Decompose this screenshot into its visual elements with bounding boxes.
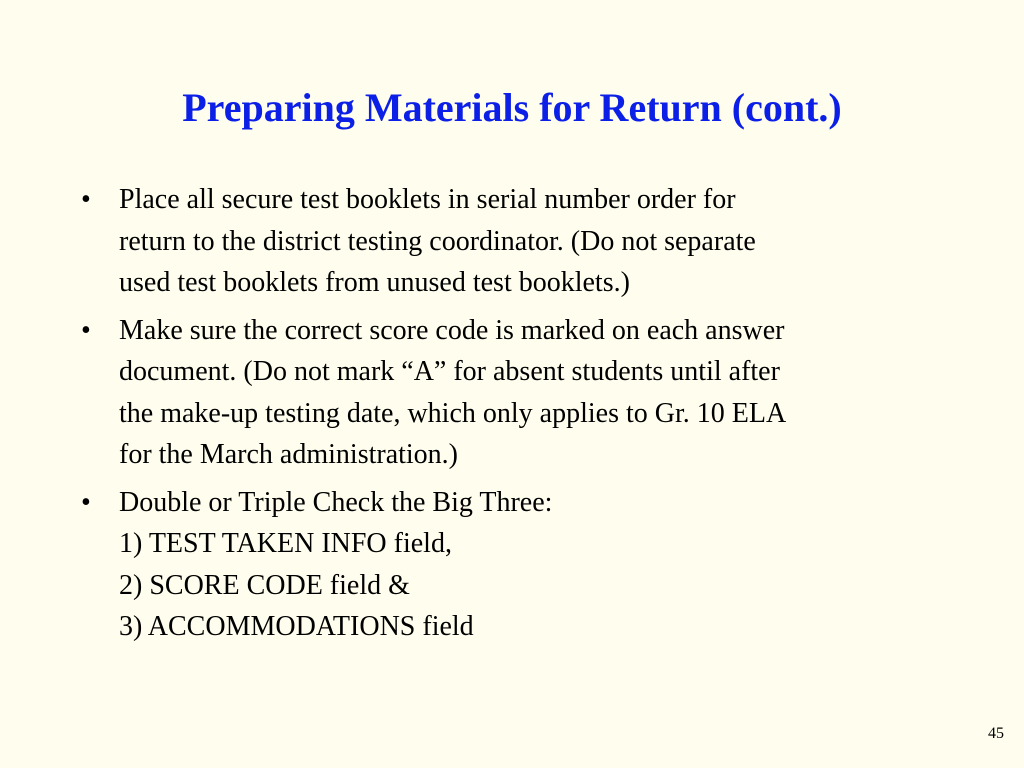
bullet-text-line: document. (Do not mark “A” for absent students until after [119, 356, 780, 387]
slide-title: Preparing Materials for Return (cont.) [182, 85, 842, 130]
bullet-text-line: Place all secure test booklets in serial number order for [119, 184, 736, 215]
bullet-text-line: 2) SCORE CODE field & [119, 569, 410, 601]
bullet-list [79, 179, 959, 654]
bullet-dot-icon: • [81, 486, 91, 518]
bullet-dot-icon: • [81, 184, 91, 215]
bullet-item [79, 482, 959, 648]
bullet-text-line: used test booklets from unused test booklets.) [119, 267, 630, 298]
page-number: 45 [988, 725, 1004, 742]
bullet-text-line: for the March administration.) [119, 439, 459, 470]
bullet-text-line: 3) ACCOMMODATIONS field [119, 611, 474, 642]
bullet-text-line: the make-up testing date, which only applies to Gr. 10 ELA [119, 397, 787, 429]
bullet-text-line: Double or Triple Check the Big Three: [119, 486, 553, 518]
bullet-text-line: Make sure the correct score code is marked on each answer [119, 314, 785, 346]
bullet-text-line: 1) TEST TAKEN INFO field, [119, 528, 452, 559]
bullet-text-line: return to the district testing coordinator. (Do not separate [119, 225, 756, 257]
bullet-item [79, 310, 959, 476]
bullet-item [79, 179, 959, 304]
bullet-dot-icon: • [81, 314, 91, 346]
